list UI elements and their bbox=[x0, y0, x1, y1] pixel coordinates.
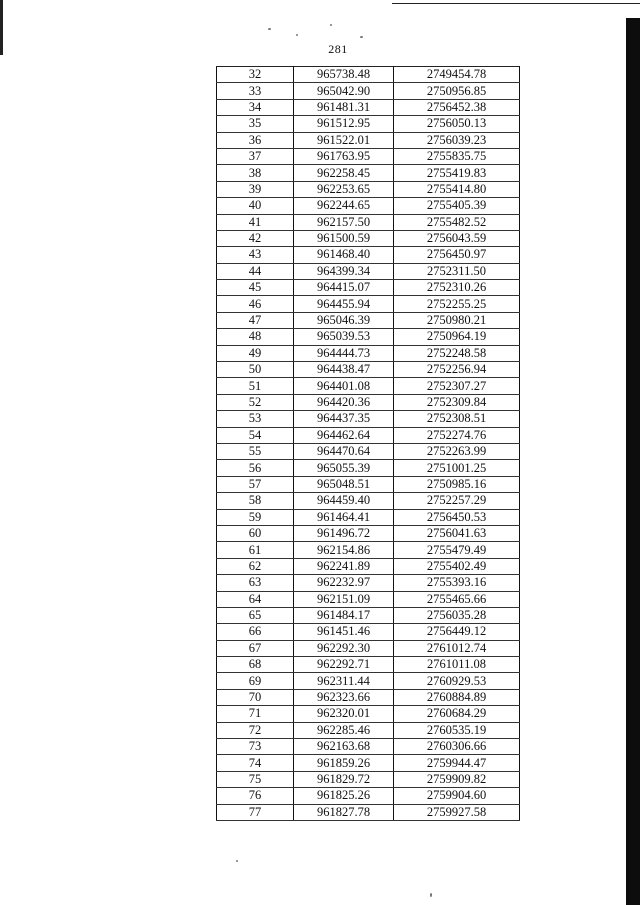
y-coordinate-cell: 2750956.85 bbox=[394, 83, 520, 99]
table-row bbox=[217, 804, 520, 820]
x-coordinate-cell: 961512.95 bbox=[294, 116, 394, 132]
point-number-cell: 37 bbox=[217, 148, 294, 164]
scan-speck bbox=[296, 34, 298, 36]
x-coordinate-cell: 964459.40 bbox=[294, 493, 394, 509]
point-number-cell: 43 bbox=[217, 247, 294, 263]
table-row bbox=[217, 345, 520, 361]
x-coordinate-cell: 962258.45 bbox=[294, 165, 394, 181]
table-row bbox=[217, 427, 520, 443]
table-row bbox=[217, 148, 520, 164]
x-coordinate-cell: 962163.68 bbox=[294, 739, 394, 755]
point-number-cell: 42 bbox=[217, 230, 294, 246]
x-coordinate-cell: 961829.72 bbox=[294, 771, 394, 787]
point-number-cell: 33 bbox=[217, 83, 294, 99]
point-number-cell: 63 bbox=[217, 575, 294, 591]
point-number-cell: 48 bbox=[217, 329, 294, 345]
y-coordinate-cell: 2759927.58 bbox=[394, 804, 520, 820]
y-coordinate-cell: 2756041.63 bbox=[394, 525, 520, 541]
y-coordinate-cell: 2750985.16 bbox=[394, 476, 520, 492]
table-row bbox=[217, 558, 520, 574]
x-coordinate-cell: 965055.39 bbox=[294, 460, 394, 476]
table-row bbox=[217, 591, 520, 607]
table-row bbox=[217, 624, 520, 640]
point-number-cell: 69 bbox=[217, 673, 294, 689]
x-coordinate-cell: 961859.26 bbox=[294, 755, 394, 771]
x-coordinate-cell: 962311.44 bbox=[294, 673, 394, 689]
point-number-cell: 47 bbox=[217, 312, 294, 328]
x-coordinate-cell: 964470.64 bbox=[294, 443, 394, 459]
x-coordinate-cell: 962244.65 bbox=[294, 198, 394, 214]
y-coordinate-cell: 2759944.47 bbox=[394, 755, 520, 771]
point-number-cell: 60 bbox=[217, 525, 294, 541]
x-coordinate-cell: 962241.89 bbox=[294, 558, 394, 574]
table-row bbox=[217, 116, 520, 132]
table-row bbox=[217, 394, 520, 410]
y-coordinate-cell: 2755405.39 bbox=[394, 198, 520, 214]
y-coordinate-cell: 2755414.80 bbox=[394, 181, 520, 197]
point-number-cell: 66 bbox=[217, 624, 294, 640]
x-coordinate-cell: 964399.34 bbox=[294, 263, 394, 279]
y-coordinate-cell: 2756050.13 bbox=[394, 116, 520, 132]
x-coordinate-cell: 964462.64 bbox=[294, 427, 394, 443]
x-coordinate-cell: 962285.46 bbox=[294, 722, 394, 738]
x-coordinate-cell: 962323.66 bbox=[294, 689, 394, 705]
x-coordinate-cell: 961496.72 bbox=[294, 525, 394, 541]
y-coordinate-cell: 2752256.94 bbox=[394, 362, 520, 378]
y-coordinate-cell: 2750980.21 bbox=[394, 312, 520, 328]
x-coordinate-cell: 964420.36 bbox=[294, 394, 394, 410]
point-number-cell: 75 bbox=[217, 771, 294, 787]
x-coordinate-cell: 964437.35 bbox=[294, 411, 394, 427]
y-coordinate-cell: 2749454.78 bbox=[394, 67, 520, 83]
x-coordinate-cell: 964444.73 bbox=[294, 345, 394, 361]
y-coordinate-cell: 2755479.49 bbox=[394, 542, 520, 558]
x-coordinate-cell: 961468.40 bbox=[294, 247, 394, 263]
y-coordinate-cell: 2756450.53 bbox=[394, 509, 520, 525]
x-coordinate-cell: 965048.51 bbox=[294, 476, 394, 492]
point-number-cell: 73 bbox=[217, 739, 294, 755]
table-row bbox=[217, 755, 520, 771]
x-coordinate-cell: 961522.01 bbox=[294, 132, 394, 148]
scan-speck bbox=[236, 860, 238, 862]
point-number-cell: 68 bbox=[217, 657, 294, 673]
table-row bbox=[217, 263, 520, 279]
point-number-cell: 40 bbox=[217, 198, 294, 214]
table-row bbox=[217, 132, 520, 148]
table-row bbox=[217, 67, 520, 83]
table-row bbox=[217, 83, 520, 99]
y-coordinate-cell: 2761012.74 bbox=[394, 640, 520, 656]
table-row bbox=[217, 230, 520, 246]
y-coordinate-cell: 2752311.50 bbox=[394, 263, 520, 279]
table-row bbox=[217, 312, 520, 328]
point-number-cell: 32 bbox=[217, 67, 294, 83]
table-row bbox=[217, 689, 520, 705]
point-number-cell: 36 bbox=[217, 132, 294, 148]
y-coordinate-cell: 2760684.29 bbox=[394, 706, 520, 722]
point-number-cell: 38 bbox=[217, 165, 294, 181]
x-coordinate-cell: 965042.90 bbox=[294, 83, 394, 99]
point-number-cell: 46 bbox=[217, 296, 294, 312]
table-row bbox=[217, 657, 520, 673]
x-coordinate-cell: 962253.65 bbox=[294, 181, 394, 197]
x-coordinate-cell: 964415.07 bbox=[294, 280, 394, 296]
point-number-cell: 39 bbox=[217, 181, 294, 197]
table-row bbox=[217, 788, 520, 804]
table-row bbox=[217, 165, 520, 181]
table-row bbox=[217, 607, 520, 623]
y-coordinate-cell: 2760535.19 bbox=[394, 722, 520, 738]
scan-speck bbox=[330, 24, 332, 26]
x-coordinate-cell: 961500.59 bbox=[294, 230, 394, 246]
y-coordinate-cell: 2759904.60 bbox=[394, 788, 520, 804]
table-row bbox=[217, 198, 520, 214]
x-coordinate-cell: 962157.50 bbox=[294, 214, 394, 230]
x-coordinate-cell: 964455.94 bbox=[294, 296, 394, 312]
scan-edge-line bbox=[392, 3, 640, 4]
y-coordinate-cell: 2760929.53 bbox=[394, 673, 520, 689]
table-row bbox=[217, 509, 520, 525]
y-coordinate-cell: 2752309.84 bbox=[394, 394, 520, 410]
point-number-cell: 72 bbox=[217, 722, 294, 738]
table-row bbox=[217, 362, 520, 378]
table-row bbox=[217, 493, 520, 509]
y-coordinate-cell: 2756039.23 bbox=[394, 132, 520, 148]
y-coordinate-cell: 2755465.66 bbox=[394, 591, 520, 607]
x-coordinate-cell: 962232.97 bbox=[294, 575, 394, 591]
scan-speck bbox=[268, 28, 271, 30]
y-coordinate-cell: 2760884.89 bbox=[394, 689, 520, 705]
point-number-cell: 71 bbox=[217, 706, 294, 722]
scan-edge-right bbox=[626, 18, 640, 905]
table-row bbox=[217, 542, 520, 558]
table-row bbox=[217, 181, 520, 197]
table-row bbox=[217, 99, 520, 115]
x-coordinate-cell: 962151.09 bbox=[294, 591, 394, 607]
point-number-cell: 56 bbox=[217, 460, 294, 476]
point-number-cell: 51 bbox=[217, 378, 294, 394]
table-row bbox=[217, 476, 520, 492]
x-coordinate-cell: 965738.48 bbox=[294, 67, 394, 83]
point-number-cell: 35 bbox=[217, 116, 294, 132]
table-row bbox=[217, 378, 520, 394]
table-row bbox=[217, 460, 520, 476]
y-coordinate-cell: 2761011.08 bbox=[394, 657, 520, 673]
y-coordinate-cell: 2756452.38 bbox=[394, 99, 520, 115]
scan-speck bbox=[430, 893, 432, 897]
x-coordinate-cell: 964438.47 bbox=[294, 362, 394, 378]
y-coordinate-cell: 2752248.58 bbox=[394, 345, 520, 361]
y-coordinate-cell: 2750964.19 bbox=[394, 329, 520, 345]
x-coordinate-cell: 965039.53 bbox=[294, 329, 394, 345]
x-coordinate-cell: 961464.41 bbox=[294, 509, 394, 525]
coordinates-table-body bbox=[217, 67, 520, 821]
x-coordinate-cell: 961825.26 bbox=[294, 788, 394, 804]
table-row bbox=[217, 280, 520, 296]
y-coordinate-cell: 2755393.16 bbox=[394, 575, 520, 591]
point-number-cell: 67 bbox=[217, 640, 294, 656]
table-row bbox=[217, 214, 520, 230]
x-coordinate-cell: 962292.30 bbox=[294, 640, 394, 656]
x-coordinate-cell: 962154.86 bbox=[294, 542, 394, 558]
point-number-cell: 70 bbox=[217, 689, 294, 705]
table-row bbox=[217, 640, 520, 656]
point-number-cell: 55 bbox=[217, 443, 294, 459]
table-row bbox=[217, 525, 520, 541]
point-number-cell: 74 bbox=[217, 755, 294, 771]
point-number-cell: 44 bbox=[217, 263, 294, 279]
point-number-cell: 53 bbox=[217, 411, 294, 427]
y-coordinate-cell: 2755419.83 bbox=[394, 165, 520, 181]
table-row bbox=[217, 411, 520, 427]
y-coordinate-cell: 2760306.66 bbox=[394, 739, 520, 755]
point-number-cell: 45 bbox=[217, 280, 294, 296]
coordinates-table bbox=[216, 66, 520, 821]
x-coordinate-cell: 962292.71 bbox=[294, 657, 394, 673]
point-number-cell: 49 bbox=[217, 345, 294, 361]
scan-speck bbox=[360, 36, 363, 38]
point-number-cell: 61 bbox=[217, 542, 294, 558]
point-number-cell: 76 bbox=[217, 788, 294, 804]
point-number-cell: 54 bbox=[217, 427, 294, 443]
table-row bbox=[217, 575, 520, 591]
point-number-cell: 64 bbox=[217, 591, 294, 607]
x-coordinate-cell: 961827.78 bbox=[294, 804, 394, 820]
point-number-cell: 34 bbox=[217, 99, 294, 115]
table-row bbox=[217, 771, 520, 787]
y-coordinate-cell: 2755402.49 bbox=[394, 558, 520, 574]
y-coordinate-cell: 2756449.12 bbox=[394, 624, 520, 640]
x-coordinate-cell: 965046.39 bbox=[294, 312, 394, 328]
point-number-cell: 41 bbox=[217, 214, 294, 230]
x-coordinate-cell: 962320.01 bbox=[294, 706, 394, 722]
point-number-cell: 65 bbox=[217, 607, 294, 623]
page-number: 281 bbox=[328, 42, 348, 56]
table-row bbox=[217, 443, 520, 459]
table-row bbox=[217, 673, 520, 689]
point-number-cell: 59 bbox=[217, 509, 294, 525]
y-coordinate-cell: 2752308.51 bbox=[394, 411, 520, 427]
x-coordinate-cell: 961481.31 bbox=[294, 99, 394, 115]
table-row bbox=[217, 722, 520, 738]
table-row bbox=[217, 739, 520, 755]
y-coordinate-cell: 2751001.25 bbox=[394, 460, 520, 476]
y-coordinate-cell: 2752307.27 bbox=[394, 378, 520, 394]
y-coordinate-cell: 2756450.97 bbox=[394, 247, 520, 263]
x-coordinate-cell: 964401.08 bbox=[294, 378, 394, 394]
y-coordinate-cell: 2752310.26 bbox=[394, 280, 520, 296]
x-coordinate-cell: 961763.95 bbox=[294, 148, 394, 164]
y-coordinate-cell: 2755482.52 bbox=[394, 214, 520, 230]
point-number-cell: 58 bbox=[217, 493, 294, 509]
point-number-cell: 62 bbox=[217, 558, 294, 574]
x-coordinate-cell: 961484.17 bbox=[294, 607, 394, 623]
y-coordinate-cell: 2756035.28 bbox=[394, 607, 520, 623]
y-coordinate-cell: 2752274.76 bbox=[394, 427, 520, 443]
y-coordinate-cell: 2752255.25 bbox=[394, 296, 520, 312]
point-number-cell: 52 bbox=[217, 394, 294, 410]
y-coordinate-cell: 2752263.99 bbox=[394, 443, 520, 459]
point-number-cell: 77 bbox=[217, 804, 294, 820]
point-number-cell: 57 bbox=[217, 476, 294, 492]
y-coordinate-cell: 2759909.82 bbox=[394, 771, 520, 787]
y-coordinate-cell: 2756043.59 bbox=[394, 230, 520, 246]
table-row bbox=[217, 329, 520, 345]
table-row bbox=[217, 706, 520, 722]
point-number-cell: 50 bbox=[217, 362, 294, 378]
y-coordinate-cell: 2752257.29 bbox=[394, 493, 520, 509]
y-coordinate-cell: 2755835.75 bbox=[394, 148, 520, 164]
x-coordinate-cell: 961451.46 bbox=[294, 624, 394, 640]
table-row bbox=[217, 296, 520, 312]
table-row bbox=[217, 247, 520, 263]
